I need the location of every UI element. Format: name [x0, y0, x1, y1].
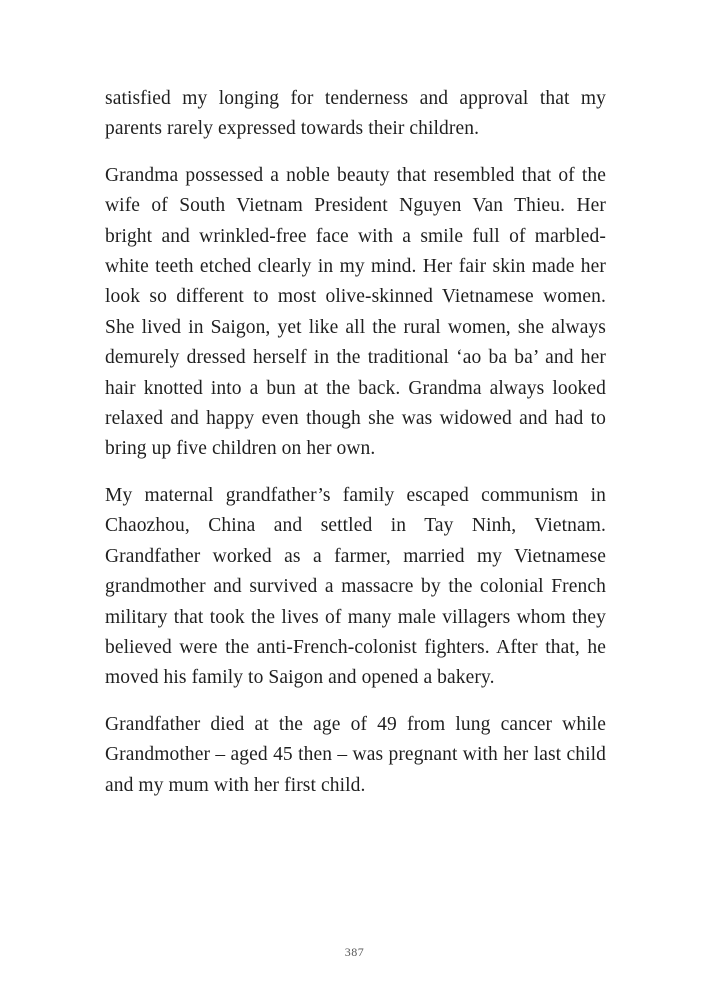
page-number: 387	[344, 945, 365, 959]
page-text-block	[105, 84, 606, 801]
paragraph: My maternal grandfather’s family escaped communism in Chaozhou, China and settled in Tay Ninh, Vietnam. Grandfather worked as a farmer, married my Vietnamese grandmother and survived a massacre by the colonial French military that took the lives of many male villagers whom they believed were the anti-French-colonist fighters. After that, he moved his family to Saigon and opened a bakery.	[105, 484, 606, 689]
paragraph: satisfied my longing for tenderness and approval that my parents rarely expressed towards their children.	[105, 88, 606, 140]
paragraph: Grandma possessed a noble beauty that resembled that of the wife of South Vietnam President Nguyen Van Thieu. Her bright and wrinkled-free face with a smile full of marbled-white teeth etched clearly in my mind. Her fair skin made her look so different to most olive-skinned Vietnamese women. She lived in Saigon, yet like all the rural women, she always demurely dressed herself in the traditional ‘ao ba ba’ and her hair knotted into a bun at the back. Grandma always looked relaxed and happy even though she was widowed and had to bring up five children on her own.	[105, 164, 606, 460]
paragraph: Grandfather died at the age of 49 from lung cancer while Grandmother – aged 45 then – was pregnant with her last child and my mum with her first child.	[105, 713, 606, 796]
